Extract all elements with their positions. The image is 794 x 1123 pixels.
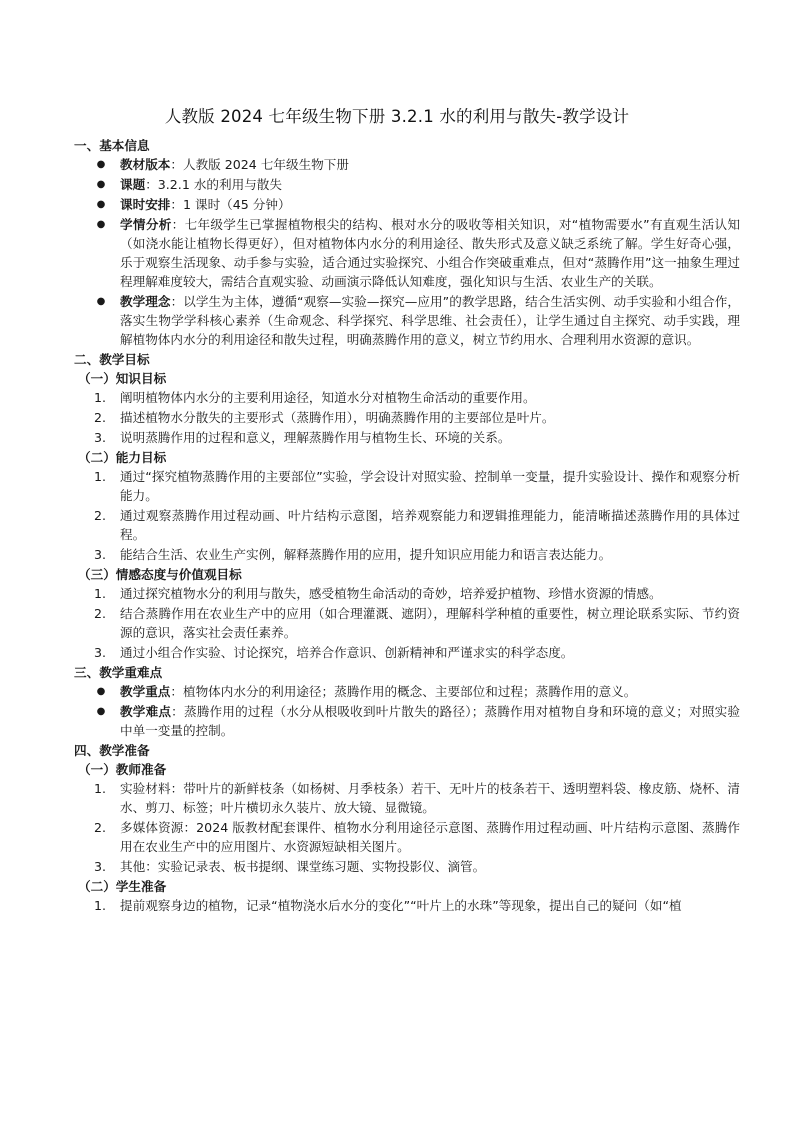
item-number: 2.: [94, 820, 107, 835]
bullet-icon: ●: [96, 219, 106, 230]
item-number: 1.: [94, 469, 107, 484]
item-text: 人教版 2024 七年级生物下册: [182, 157, 349, 172]
item-text: 3.2.1 水的利用与散失: [157, 177, 282, 192]
item-text: 提前观察身边的植物，记录“植物浇水后水分的变化”“叶片上的水珠”等现象，提出自己的疑问（如“植: [120, 898, 682, 913]
item-text: 阐明植物体内水分的主要利用途径，知道水分对植物生命活动的重要作用。: [120, 390, 536, 405]
item-number: 3.: [94, 547, 107, 562]
item-number: 2.: [94, 508, 107, 523]
item-number: 2.: [94, 410, 107, 425]
values-goals-list: [74, 584, 740, 662]
subsection-heading-values: （三）情感态度与价值观目标: [78, 567, 242, 582]
item-text: 通过观察蒸腾作用过程动画、叶片结构示意图，培养观察能力和逻辑推理能力，能清晰描述蒸腾作用的具体过程。: [120, 508, 740, 542]
bullet-icon: ●: [96, 179, 106, 190]
list-item: [74, 428, 740, 447]
list-item: [74, 195, 740, 214]
item-number: 3.: [94, 430, 107, 445]
document-title: 人教版 2024 七年级生物下册 3.2.1 水的利用与散失-教学设计: [164, 107, 630, 126]
item-text: 能结合生活、农业生产实例，解释蒸腾作用的应用，提升知识应用能力和语言表达能力。: [120, 547, 612, 562]
item-text: 七年级学生已掌握植物根尖的结构、根对水分的吸收等相关知识，对“植物需要水”有直观生活认知（如浇水能让植物长得更好），但对植物体内水分的利用途径、散失形式及意义缺乏系统了解。学生好奇心强，乐于观察生活现象、动手参与实验，适合通过实验探究、小组合作突破重难点，但对“蒸腾作用”这一抽象生理过程理解难度较大，需结合直观实验、动画演示降低认知难度，强化知识与生活、农业生产的关联。: [120, 217, 741, 289]
list-item: [74, 408, 740, 427]
item-label: 教学难点: [120, 704, 172, 719]
knowledge-goals-list: [74, 388, 740, 447]
subsection-heading-student-prep: （二）学生准备: [78, 879, 167, 894]
item-label: 学情分析: [120, 217, 172, 232]
list-item: [74, 584, 740, 603]
subsection-heading-ability: （二）能力目标: [78, 450, 167, 465]
item-number: 2.: [94, 606, 107, 621]
item-text: 结合蒸腾作用在农业生产中的应用（如合理灌溉、遮阴），理解科学种植的重要性，树立理论联系实际、节约资源的意识，落实社会责任素养。: [120, 606, 740, 640]
key-points-list: [74, 682, 740, 740]
bullet-icon: ●: [96, 706, 106, 717]
item-text: 蒸腾作用的过程（水分从根吸收到叶片散失的路径）；蒸腾作用对植物自身和环境的意义；对照实验中单一变量的控制。: [120, 704, 741, 738]
student-prep-list: [74, 896, 740, 915]
list-item: [74, 292, 740, 349]
item-separator: ：: [145, 177, 158, 192]
section-heading-preparation: 四、教学准备: [74, 743, 150, 758]
document-body: [74, 136, 740, 916]
item-number: 1.: [94, 781, 107, 796]
item-text: 1 课时（45 分钟）: [182, 197, 291, 212]
subsection-heading-teacher-prep: （一）教师准备: [78, 762, 167, 777]
item-number: 3.: [94, 645, 107, 660]
item-separator: ：: [170, 684, 183, 699]
item-text: 通过探究植物水分的利用与散失，感受植物生命活动的奇妙，培养爱护植物、珍惜水资源的情感。: [120, 586, 662, 601]
subsection-heading-knowledge: （一）知识目标: [78, 371, 167, 386]
list-item: [74, 467, 740, 505]
list-item: [74, 506, 740, 544]
item-text: 通过“探究植物蒸腾作用的主要部位”实验，学会设计对照实验、控制单一变量，提升实验设计、操作和观察分析能力。: [120, 469, 740, 503]
item-separator: ：: [170, 197, 183, 212]
item-text: 多媒体资源：2024 版教材配套课件、植物水分利用途径示意图、蒸腾作用过程动画、叶片结构示意图、蒸腾作用在农业生产中的应用图片、水资源短缺相关图片。: [120, 820, 740, 854]
bullet-icon: ●: [96, 686, 106, 697]
basic-info-list: [74, 155, 740, 349]
list-item: [74, 702, 740, 740]
item-label: 课时安排: [120, 197, 171, 212]
list-item: [74, 545, 740, 564]
item-text: 描述植物水分散失的主要形式（蒸腾作用），明确蒸腾作用的主要部位是叶片。: [120, 410, 555, 425]
list-item: [74, 215, 740, 291]
item-separator: ：: [170, 157, 183, 172]
item-label: 教材版本: [120, 157, 171, 172]
item-number: 1.: [94, 390, 107, 405]
item-label: 课题: [120, 177, 146, 192]
section-heading-teaching-goals: 二、教学目标: [74, 352, 150, 367]
item-text: 以学生为主体，遵循“观察—实验—探究—应用”的教学思路，结合生活实例、动手实验和小组合作，落实生物学学科核心素养（生命观念、科学探究、科学思维、社会责任），让学生通过自主探究、动手实践，理解植物体内水分的利用途径和散失过程，明确蒸腾作用的意义，树立节约用水、合理利用水资源的意识。: [120, 294, 741, 347]
bullet-icon: ●: [96, 199, 106, 210]
item-text: 植物体内水分的利用途径；蒸腾作用的概念、主要部位和过程；蒸腾作用的意义。: [182, 684, 637, 699]
list-item: [74, 818, 740, 856]
item-label: 教学重点: [120, 684, 171, 699]
list-item: [74, 682, 740, 701]
item-label: 教学理念: [120, 294, 171, 309]
list-item: [74, 857, 740, 876]
section-heading-key-points: 三、教学重难点: [74, 665, 163, 680]
list-item: [74, 175, 740, 194]
item-text: 其他：实验记录表、板书提纲、课堂练习题、实物投影仪、滴管。: [120, 859, 486, 874]
item-separator: ：: [170, 294, 184, 309]
item-separator: ：: [171, 704, 184, 719]
item-number: 1.: [94, 586, 107, 601]
bullet-icon: ●: [96, 159, 106, 170]
list-item: [74, 896, 740, 915]
item-number: 1.: [94, 898, 107, 913]
list-item: [74, 643, 740, 662]
section-heading-basic-info: 一、基本信息: [74, 138, 150, 153]
item-text: 实验材料：带叶片的新鲜枝条（如杨树、月季枝条）若干、无叶片的枝条若干、透明塑料袋、橡皮筋、烧杯、清水、剪刀、标签；叶片横切永久装片、放大镜、显微镜。: [120, 781, 740, 815]
list-item: [74, 388, 740, 407]
ability-goals-list: [74, 467, 740, 564]
list-item: [74, 155, 740, 174]
item-text: 说明蒸腾作用的过程和意义，理解蒸腾作用与植物生长、环境的关系。: [120, 430, 511, 445]
item-separator: ：: [171, 217, 185, 232]
item-number: 3.: [94, 859, 107, 874]
list-item: [74, 779, 740, 817]
item-text: 通过小组合作实验、讨论探究，培养合作意识、创新精神和严谨求实的科学态度。: [120, 645, 574, 660]
bullet-icon: ●: [96, 296, 106, 307]
list-item: [74, 604, 740, 642]
teacher-prep-list: [74, 779, 740, 876]
